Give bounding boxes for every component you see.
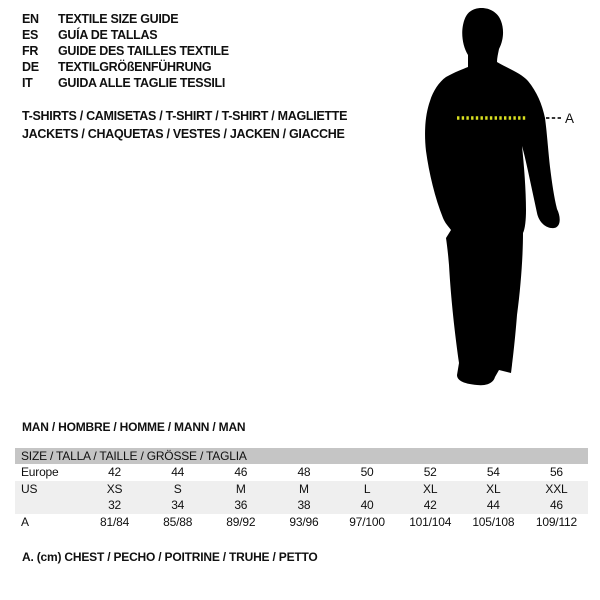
size-cell: M [235, 481, 246, 496]
size-cell: 56 [549, 465, 563, 480]
size-cell: 81/84 [100, 514, 130, 529]
size-cell: 97/100 [349, 514, 385, 529]
language-code: DE [22, 60, 39, 74]
size-cell: 38 [297, 498, 311, 513]
size-cell: 54 [486, 465, 500, 480]
size-table-header: SIZE / TALLA / TAILLE / GRÖSSE / TAGLIA [15, 448, 588, 464]
table-row [15, 514, 588, 531]
size-cell: 89/92 [226, 514, 256, 529]
man-silhouette [425, 8, 560, 385]
language-guide-title: TEXTILGRÖßENFÜHRUNG [58, 60, 212, 74]
size-cell: 42 [108, 465, 122, 480]
size-cell: 34 [171, 498, 185, 513]
language-title-list [22, 11, 229, 91]
size-cell: S [173, 481, 182, 496]
size-cell: 85/88 [163, 514, 193, 529]
size-cell: 93/96 [289, 514, 319, 529]
size-cell: 40 [360, 498, 374, 513]
size-cell: XL [486, 481, 501, 496]
language-guide-title: TEXTILE SIZE GUIDE [58, 12, 179, 26]
size-cell: 52 [423, 465, 437, 480]
size-cell: 36 [234, 498, 248, 513]
size-cell: 101/104 [409, 514, 452, 529]
table-row [15, 464, 588, 481]
size-table-body [15, 464, 588, 530]
size-cell: 42 [423, 498, 437, 513]
size-cell: 44 [171, 465, 185, 480]
row-label-cell: US [21, 481, 38, 496]
size-cell: XS [106, 481, 123, 496]
language-code: IT [22, 76, 33, 90]
language-code: ES [22, 28, 39, 42]
size-cell: 50 [360, 465, 374, 480]
garment-category-lines [22, 107, 347, 143]
language-row [22, 43, 229, 59]
section-title-man: MAN / HOMBRE / HOMME / MANN / MAN [22, 420, 246, 434]
size-cell: M [299, 481, 309, 496]
size-cell: XL [423, 481, 438, 496]
language-row [22, 27, 229, 43]
category-line-jackets: JACKETS / CHAQUETAS / VESTES / JACKEN / GIACCHE [22, 127, 345, 141]
table-row [15, 481, 588, 498]
man-measurement-figure [415, 5, 600, 395]
measurement-label-a: A [565, 111, 575, 126]
size-cell: XXL [545, 481, 568, 496]
language-row [22, 11, 229, 27]
size-cell: 109/112 [535, 514, 577, 529]
size-cell: L [363, 481, 371, 496]
language-code: EN [22, 12, 39, 26]
size-cell: 48 [297, 465, 311, 480]
size-cell: 46 [549, 498, 563, 513]
language-guide-title: GUIDE DES TAILLES TEXTILE [58, 44, 229, 58]
size-table [15, 448, 588, 530]
row-label-cell: Europe [21, 465, 59, 480]
table-row [15, 497, 588, 514]
size-cell: 44 [486, 498, 500, 513]
row-label-cell: A [21, 514, 29, 529]
size-cell: 105/108 [472, 514, 515, 529]
measurement-footnote: A. (cm) CHEST / PECHO / POITRINE / TRUHE / PETTO [22, 550, 318, 564]
category-line-tshirts: T-SHIRTS / CAMISETAS / T-SHIRT / T-SHIRT / MAGLIETTE [22, 109, 348, 123]
language-guide-title: GUÍA DE TALLAS [58, 28, 158, 42]
language-code: FR [22, 44, 39, 58]
man-silhouette-svg [415, 5, 600, 395]
language-row [22, 59, 229, 75]
language-row [22, 75, 229, 91]
size-cell: 46 [234, 465, 248, 480]
size-cell: 32 [108, 498, 122, 513]
language-guide-title: GUIDA ALLE TAGLIE TESSILI [58, 76, 226, 90]
